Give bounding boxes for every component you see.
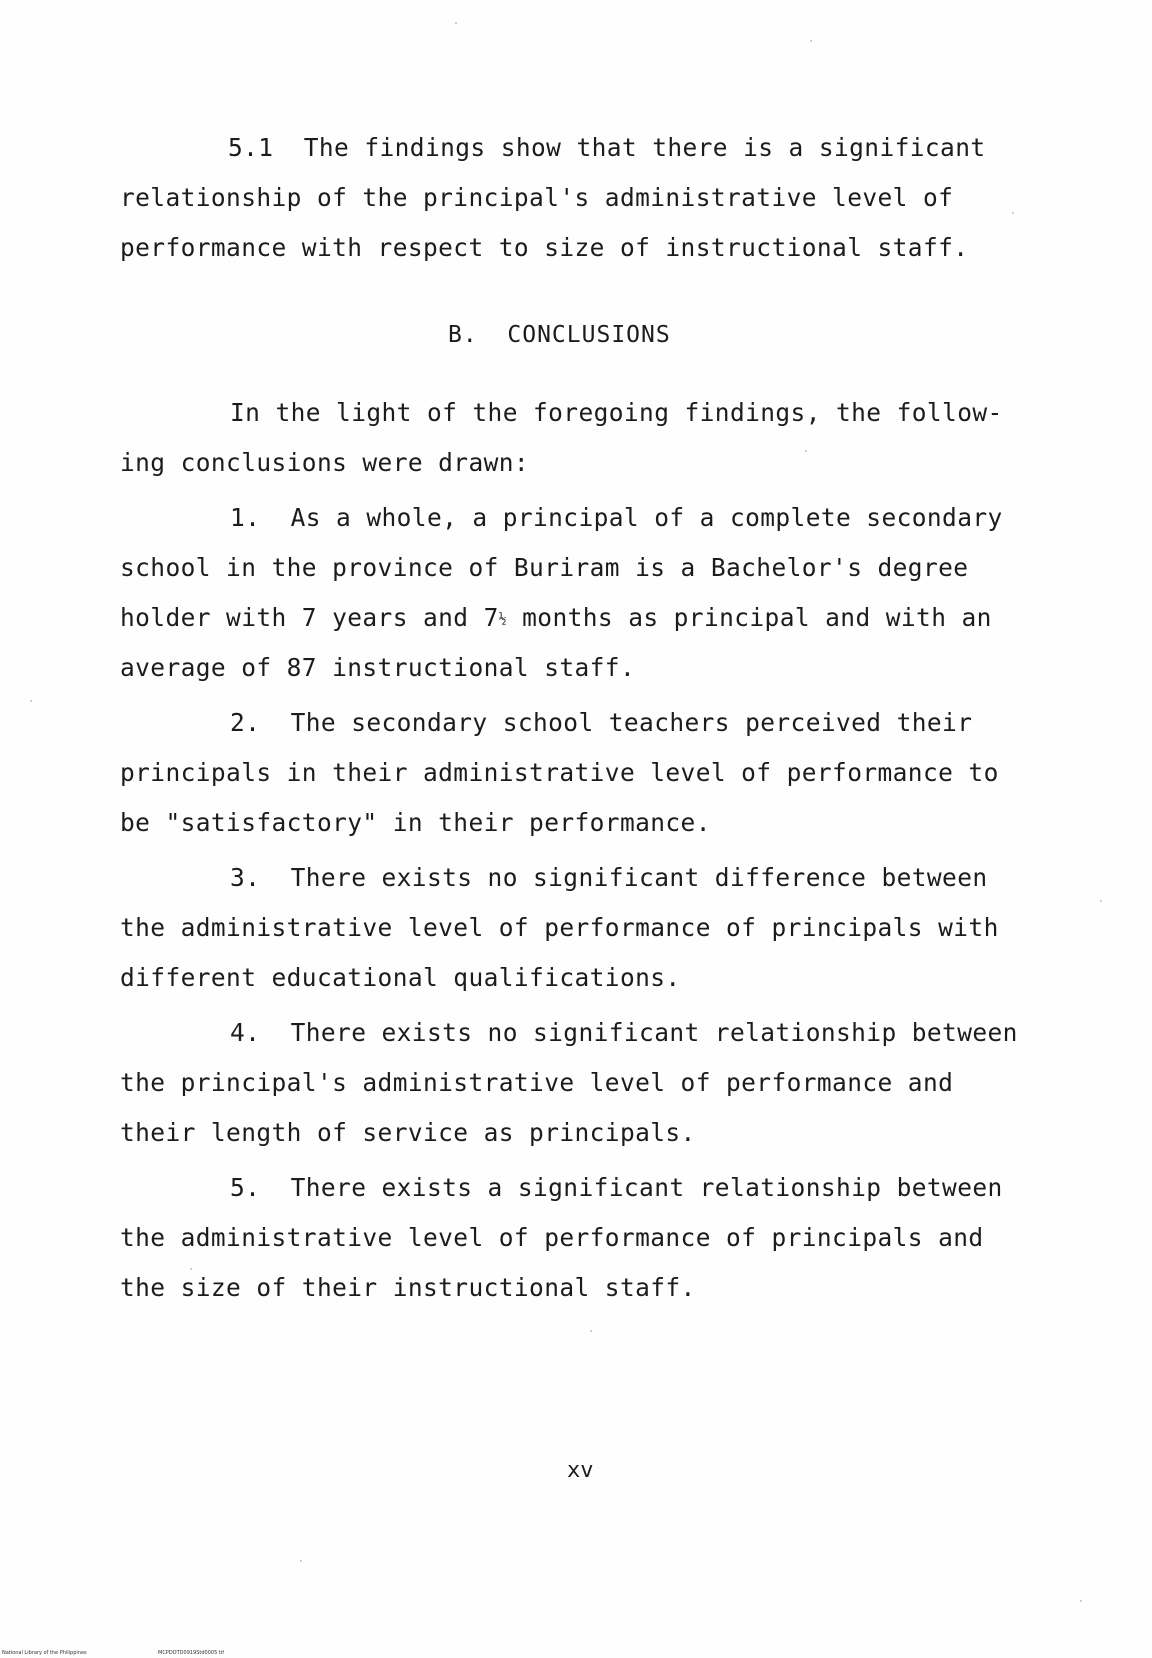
- finding-line: relationship of the principal's administrative level of: [120, 183, 954, 212]
- scan-speck: [1012, 212, 1014, 214]
- conclusion-5-line: the size of their instructional staff.: [120, 1273, 696, 1302]
- conclusion-2-line: 2. The secondary school teachers perceived their: [230, 708, 973, 737]
- conclusion-1-line: 1. As a whole, a principal of a complete secondary: [230, 503, 1003, 532]
- scan-footer-left: National Library of the Philippines: [2, 1650, 87, 1656]
- section-heading: B. CONCLUSIONS: [448, 322, 671, 348]
- scan-footer-right: MCPDOTD0919Std0005 tif: [158, 1650, 224, 1656]
- scan-speck: [30, 700, 32, 702]
- scan-speck: [1100, 900, 1102, 902]
- finding-line: performance with respect to size of instructional staff.: [120, 233, 969, 262]
- conclusion-4-line: 4. There exists no significant relationship between: [230, 1018, 1018, 1047]
- conclusion-5-line: the administrative level of performance of principals and: [120, 1223, 984, 1252]
- scan-speck: [190, 1268, 192, 1270]
- scan-speck: [1080, 1600, 1082, 1602]
- conclusion-2-line: principals in their administrative level of performance to: [120, 758, 999, 787]
- line-text: months as principal and with an: [507, 603, 992, 632]
- conclusion-3-line: different educational qualifications.: [120, 963, 681, 992]
- conclusion-2-line: be "satisfactory" in their performance.: [120, 808, 711, 837]
- scan-speck: [300, 1560, 302, 1562]
- intro-line: In the light of the foregoing findings, the follow-: [230, 398, 1003, 427]
- scan-speck: [805, 450, 807, 452]
- line-text: holder with 7 years and 7: [120, 603, 499, 632]
- conclusion-4-line: their length of service as principals.: [120, 1118, 696, 1147]
- finding-line: 5.1 The findings show that there is a significant: [228, 133, 986, 162]
- fraction-half: ½: [498, 612, 507, 627]
- conclusion-1-line: school in the province of Buriram is a Bachelor's degree: [120, 553, 969, 582]
- conclusion-4-line: the principal's administrative level of performance and: [120, 1068, 954, 1097]
- conclusion-1-line: [120, 603, 992, 635]
- scan-speck: [810, 40, 812, 42]
- page-number: xv: [567, 1458, 594, 1483]
- scan-speck: [590, 1330, 592, 1332]
- conclusion-1-line: average of 87 instructional staff.: [120, 653, 636, 682]
- intro-line: ing conclusions were drawn:: [120, 448, 530, 477]
- conclusion-5-line: 5. There exists a significant relationship between: [230, 1173, 1003, 1202]
- conclusion-3-line: 3. There exists no significant difference between: [230, 863, 988, 892]
- conclusion-3-line: the administrative level of performance of principals with: [120, 913, 999, 942]
- scan-speck: [455, 22, 457, 24]
